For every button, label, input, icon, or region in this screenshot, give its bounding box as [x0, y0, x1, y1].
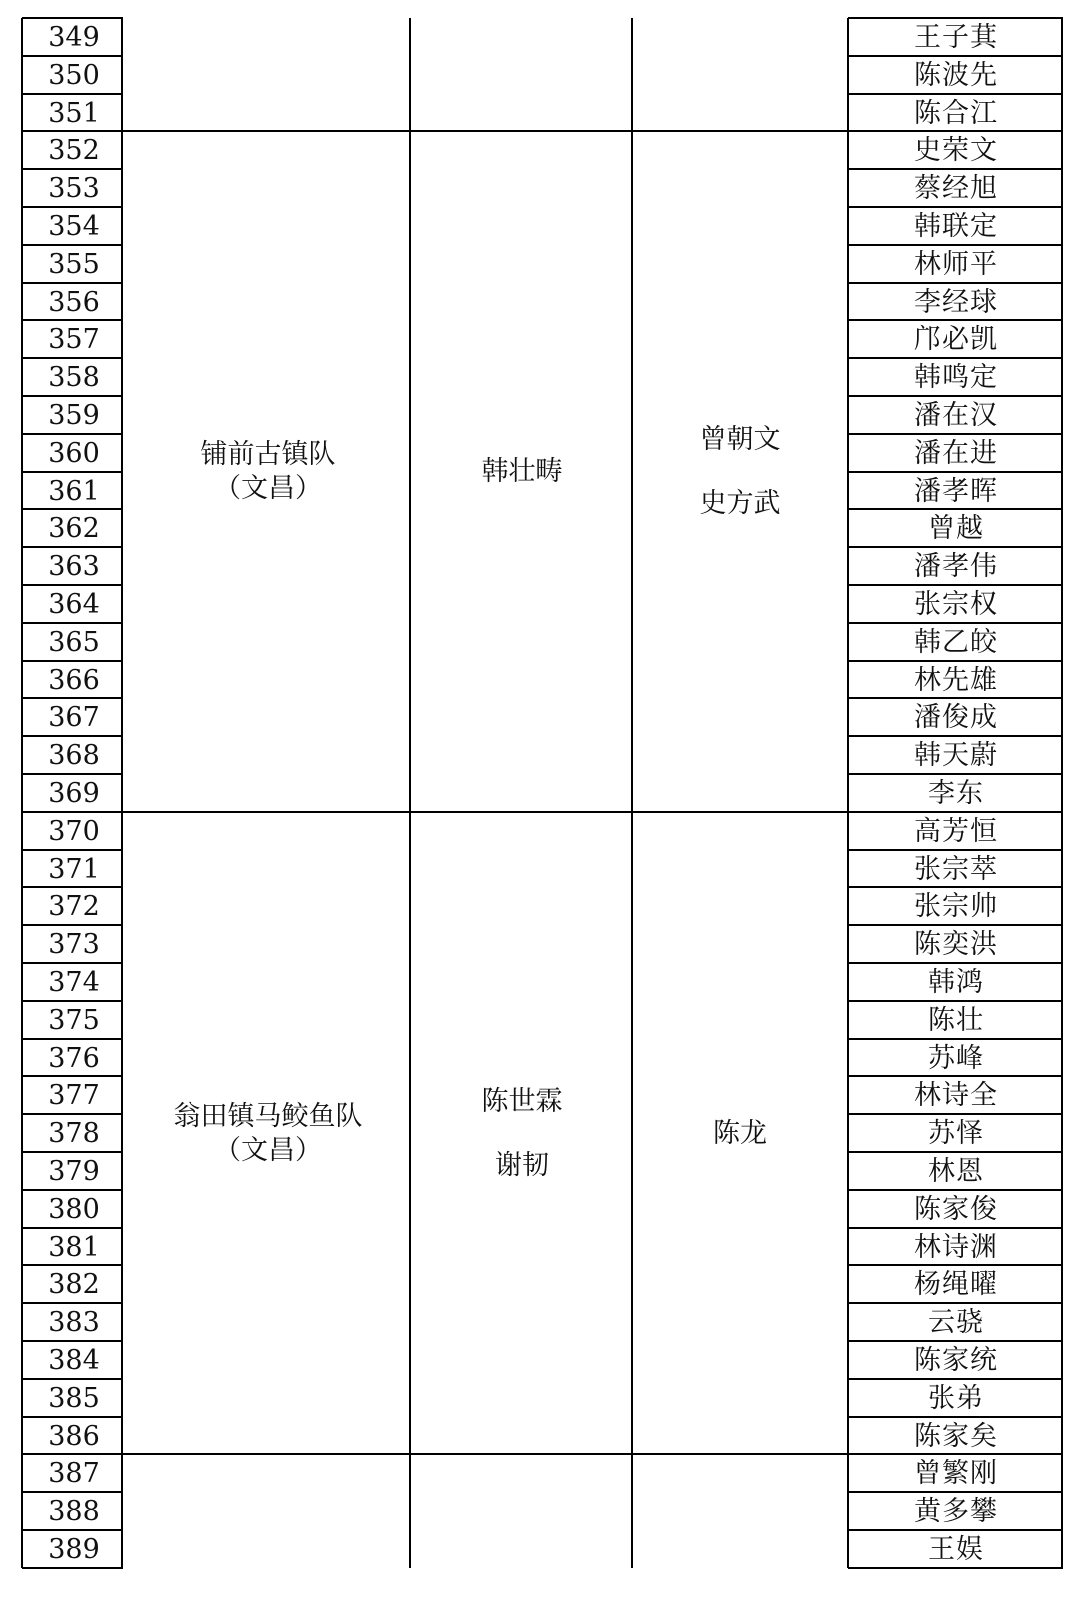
coach-name: 曾朝文	[699, 424, 781, 456]
leader-name: 陈世霖	[481, 1085, 563, 1117]
member-name: 陈奕洪	[914, 928, 998, 960]
row-number: 374	[48, 966, 100, 998]
member-name: 曾越	[928, 512, 984, 544]
row-number: 352	[48, 134, 100, 166]
row-number: 387	[48, 1457, 100, 1489]
member-name: 蔡经旭	[914, 172, 998, 204]
member-name: 李东	[928, 777, 984, 809]
leader-cell	[412, 812, 632, 1455]
member-name: 林师平	[914, 248, 998, 280]
member-name: 韩乙皎	[914, 626, 998, 658]
row-number: 376	[48, 1042, 100, 1074]
team-name: 铺前古镇队	[200, 439, 336, 471]
row-number: 375	[48, 1004, 100, 1036]
member-name: 潘俊成	[914, 701, 998, 733]
row-number: 349	[48, 21, 100, 53]
row-number: 362	[48, 512, 100, 544]
member-name: 邝必凯	[914, 323, 998, 355]
coach-name: 史方武	[699, 488, 781, 519]
member-name: 陈波先	[914, 59, 998, 91]
row-number: 367	[48, 701, 100, 733]
row-number: 353	[48, 172, 100, 204]
coach-cell	[634, 132, 846, 812]
team-cell	[126, 812, 410, 1455]
row-number: 368	[48, 739, 100, 771]
row-number: 369	[48, 777, 100, 809]
member-name: 陈合江	[914, 97, 998, 129]
team-name: 翁田镇马鲛鱼队	[173, 1100, 363, 1132]
row-number: 364	[48, 588, 100, 620]
row-number: 388	[48, 1495, 100, 1527]
member-name: 林诗渊	[914, 1231, 998, 1263]
table-border	[21, 18, 23, 1568]
member-name: 韩联定	[914, 210, 998, 242]
row-number: 371	[48, 853, 100, 885]
row-number: 370	[48, 815, 100, 847]
member-name: 陈家俊	[914, 1193, 998, 1225]
member-name: 曾繁刚	[914, 1457, 998, 1489]
member-name: 张宗权	[914, 588, 998, 620]
member-name: 林恩	[928, 1155, 984, 1187]
row-number: 380	[48, 1193, 100, 1225]
row-number: 366	[48, 664, 100, 696]
team-region: （文昌）	[214, 1134, 322, 1166]
member-name: 林诗全	[914, 1079, 998, 1111]
row-number: 355	[48, 248, 100, 280]
row-number: 378	[48, 1117, 100, 1149]
leader-cell	[412, 132, 632, 812]
member-name: 韩天蔚	[914, 739, 998, 771]
team-cell	[126, 132, 410, 812]
member-name: 苏峰	[928, 1042, 984, 1074]
row-number: 363	[48, 550, 100, 582]
member-name: 史荣文	[914, 134, 998, 166]
team-region: （文昌）	[214, 473, 322, 504]
member-name: 张宗帅	[914, 890, 998, 922]
member-name: 杨绳曜	[914, 1268, 998, 1300]
member-name: 王娱	[928, 1533, 984, 1565]
member-name: 潘孝晖	[914, 475, 998, 507]
leader-name: 谢韧	[495, 1149, 549, 1181]
row-number: 358	[48, 361, 100, 393]
member-name: 潘在汉	[914, 399, 998, 431]
member-name: 苏怿	[928, 1117, 984, 1149]
member-name: 潘在进	[914, 437, 998, 469]
member-name: 王子萁	[914, 21, 998, 53]
member-name: 李经球	[914, 286, 998, 318]
row-number: 379	[48, 1155, 100, 1187]
row-number: 361	[48, 475, 100, 507]
member-name: 陈家矣	[914, 1420, 998, 1452]
row-number: 385	[48, 1382, 100, 1414]
member-name: 黄多攀	[914, 1495, 998, 1527]
table-border	[847, 18, 849, 1568]
row-number: 365	[48, 626, 100, 658]
row-number: 389	[48, 1533, 100, 1565]
row-number: 372	[48, 890, 100, 922]
member-name: 陈壮	[928, 1004, 984, 1036]
coach-cell	[634, 812, 846, 1455]
leader-name: 韩壮畴	[481, 456, 563, 488]
member-name: 陈家统	[914, 1344, 998, 1376]
row-number: 377	[48, 1079, 100, 1111]
row-number: 350	[48, 59, 100, 91]
row-number: 381	[48, 1231, 100, 1263]
row-number: 384	[48, 1344, 100, 1376]
row-number: 357	[48, 323, 100, 355]
row-number: 373	[48, 928, 100, 960]
member-name: 张宗萃	[914, 853, 998, 885]
row-number: 359	[48, 399, 100, 431]
row-number: 360	[48, 437, 100, 469]
row-number: 351	[48, 97, 100, 129]
member-name: 高芳恒	[914, 815, 998, 847]
row-number: 382	[48, 1268, 100, 1300]
member-name: 韩鸣定	[914, 361, 998, 393]
row-number: 354	[48, 210, 100, 242]
member-name: 韩鸿	[928, 966, 984, 998]
member-name: 张弟	[928, 1382, 984, 1414]
member-name: 潘孝伟	[914, 550, 998, 582]
row-number: 356	[48, 286, 100, 318]
member-name: 林先雄	[914, 664, 998, 696]
row-number: 383	[48, 1306, 100, 1338]
row-number: 386	[48, 1420, 100, 1452]
member-name: 云骁	[928, 1306, 984, 1338]
coach-name: 陈龙	[713, 1117, 767, 1149]
